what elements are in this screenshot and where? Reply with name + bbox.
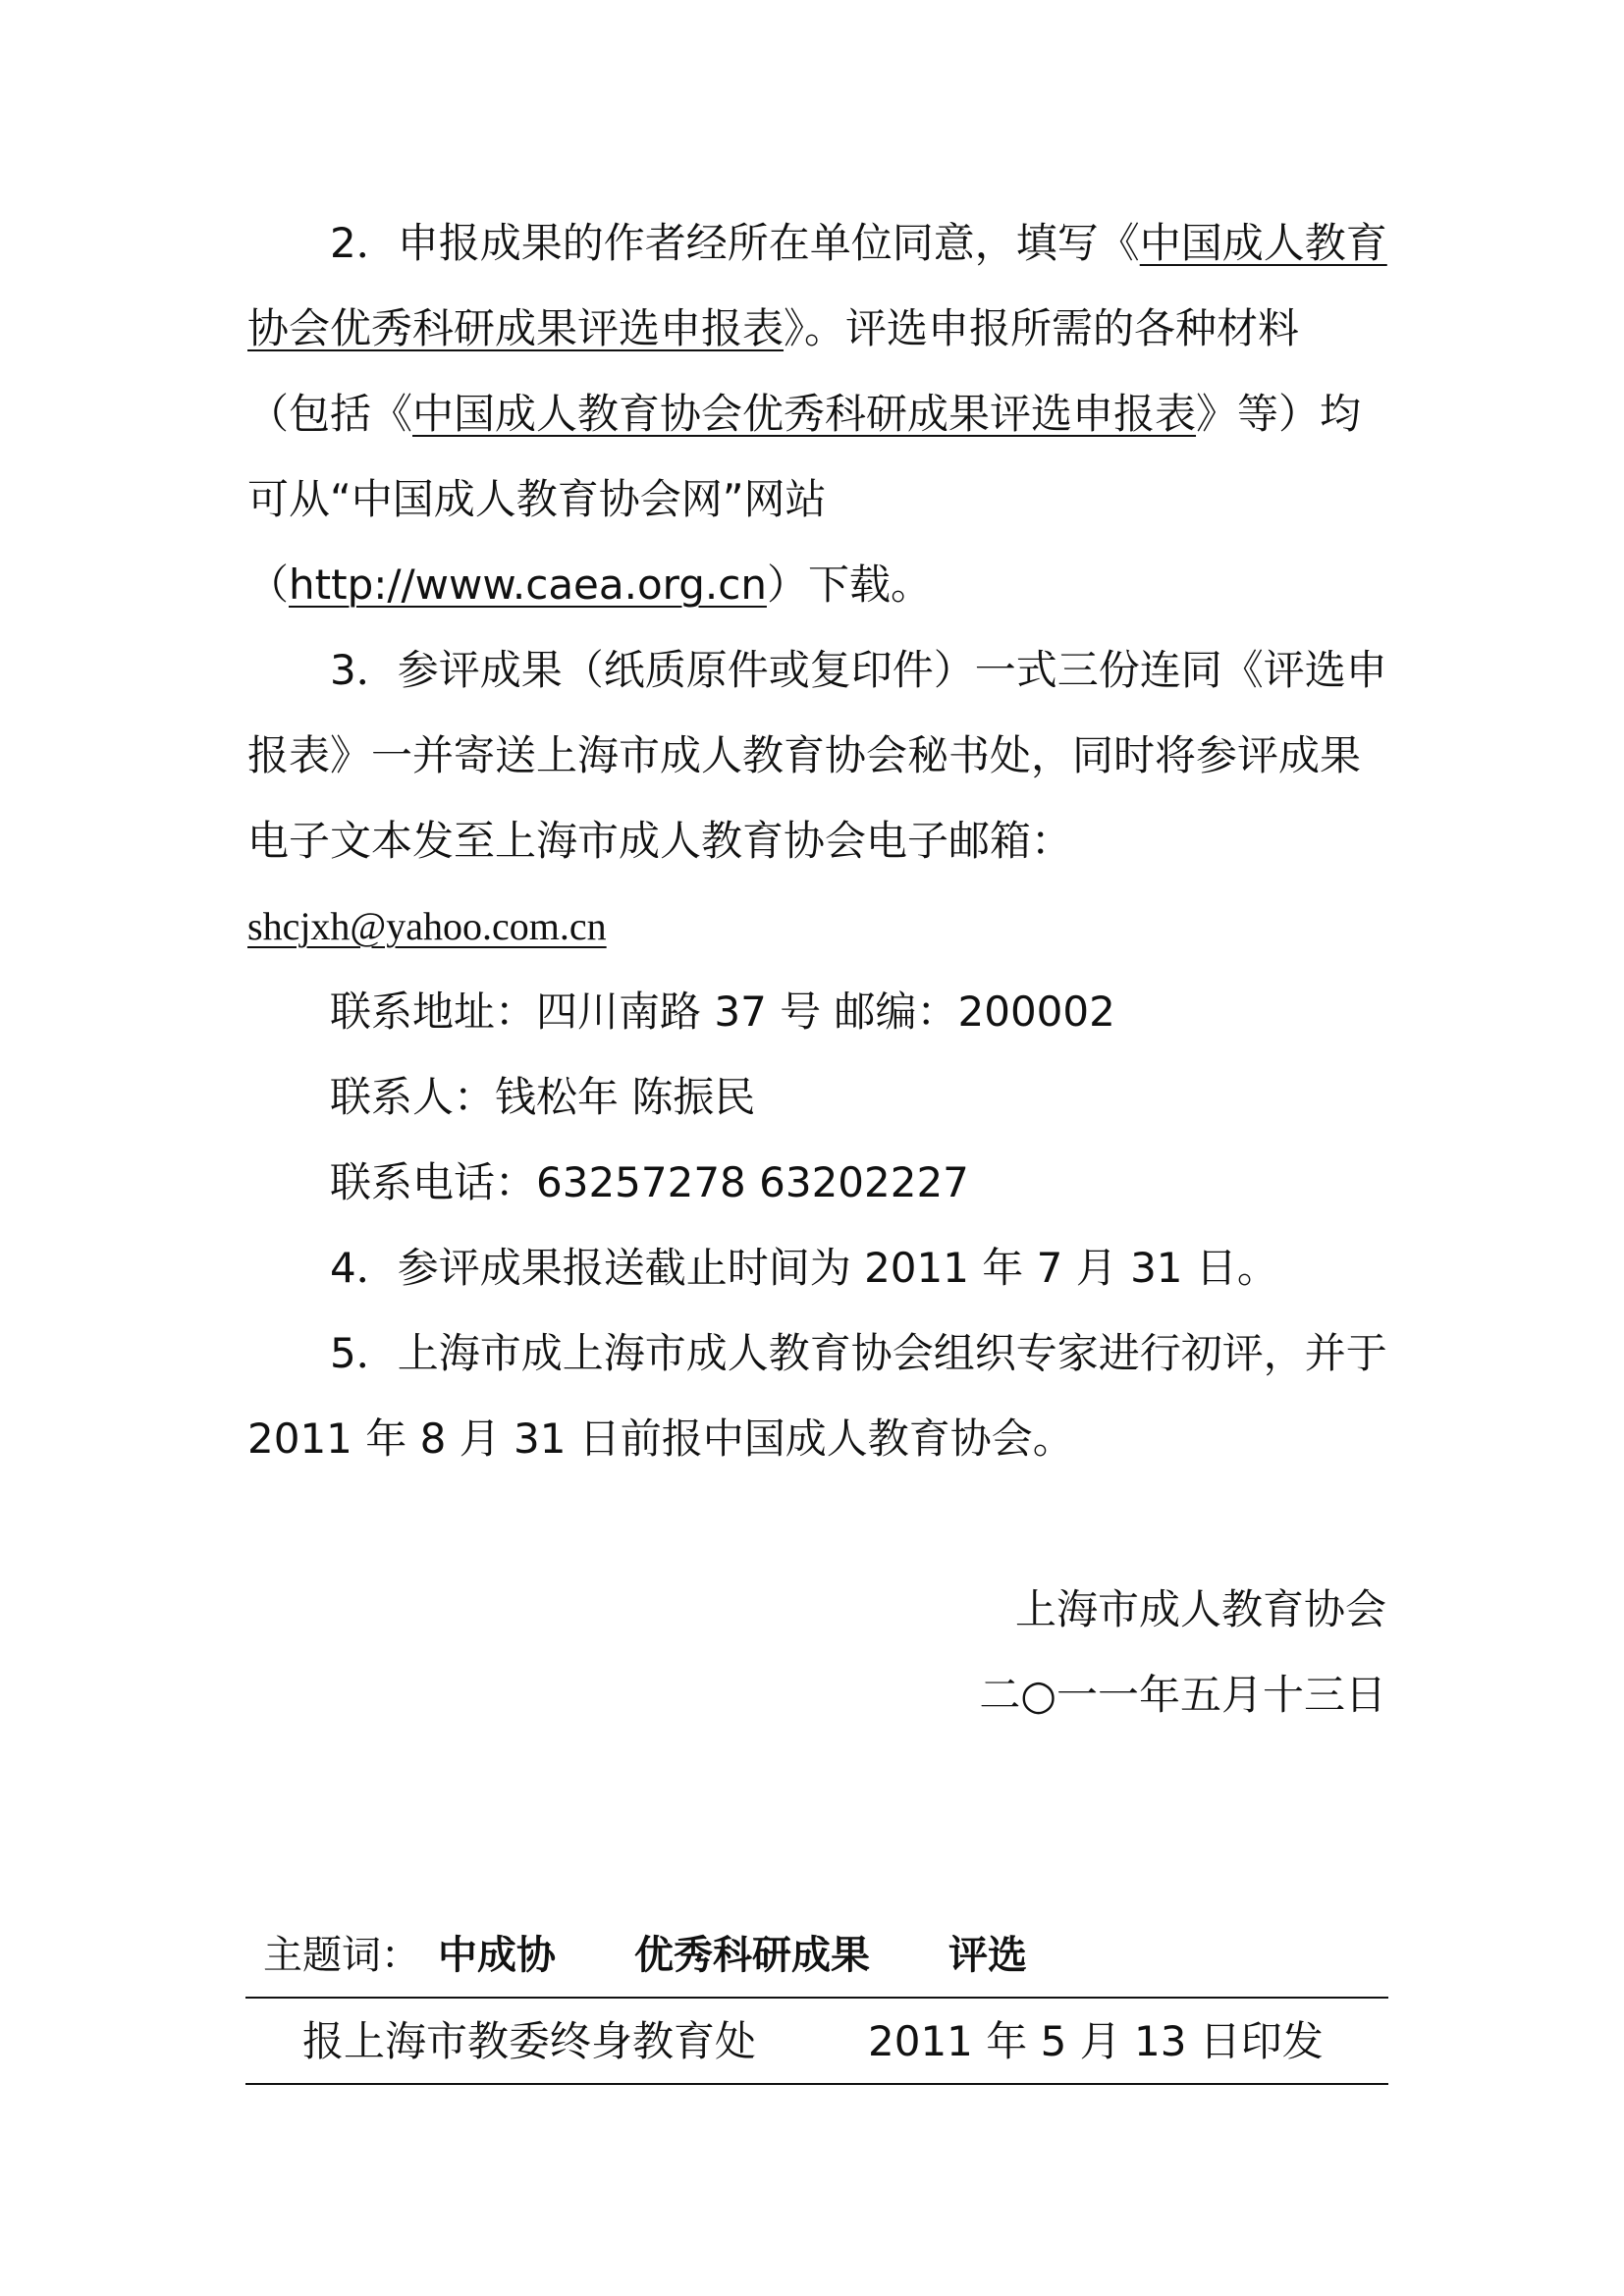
website-link[interactable]: http://www.caea.org.cn [289, 561, 767, 609]
item2-line5 [247, 556, 1386, 614]
footer-print-date: 2011 年 5 月 13 日印发 [868, 2017, 1324, 2065]
item2-text: 》。评选申报所需的各种材料 [784, 304, 1300, 352]
item2-text: 》等）均 [1196, 390, 1362, 438]
email-link[interactable]: shcjxh@yahoo.com.cn [247, 904, 607, 948]
keyword: 优秀科研成果 [634, 1933, 870, 1978]
email-line [247, 897, 1386, 956]
form-title-link: 中国成人教育 [1139, 219, 1387, 267]
item2-text: ）下载。 [766, 561, 932, 609]
signature-date: 二○一一年五月十三日 [979, 1671, 1386, 1719]
item3-line2: 报表》一并寄送上海市成人教育协会秘书处，同时将参评成果 [247, 731, 1362, 779]
item2-line4: 可从“中国成人教育协会网”网站 [247, 475, 827, 523]
subject-keywords [263, 1926, 1027, 1985]
item2-text: 2．申报成果的作者经所在单位同意，填写《 [330, 219, 1140, 267]
item2-line1 [330, 214, 1469, 273]
item2-line3 [247, 385, 1386, 444]
divider-top [245, 1997, 1388, 1999]
item5-line2: 2011 年 8 月 31 日前报中国成人教育协会。 [247, 1415, 1074, 1463]
signature-org: 上海市成人教育协会 [1014, 1585, 1386, 1633]
contact-address: 联系地址：四川南路 37 号 邮编：200002 [330, 988, 1115, 1036]
footer-recipient: 报上海市教委终身教育处 [302, 2017, 757, 2065]
keywords-label: 主题词： [263, 1933, 420, 1978]
item3-line3: 电子文本发至上海市成人教育协会电子邮箱： [247, 817, 1073, 865]
form-title-link: 中国成人教育协会优秀科研成果评选申报表 [412, 390, 1197, 438]
item4-line: 4．参评成果报送截止时间为 2011 年 7 月 31 日。 [330, 1244, 1278, 1292]
form-title-link: 协会优秀科研成果评选申报表 [247, 304, 785, 352]
keyword: 评选 [948, 1933, 1027, 1978]
keyword: 中成协 [438, 1933, 556, 1978]
divider-bottom [245, 2083, 1388, 2085]
contact-person: 联系人：钱松年 陈振民 [330, 1073, 756, 1121]
item2-text: （包括《 [247, 390, 413, 438]
contact-phone: 联系电话：63257278 63202227 [330, 1158, 969, 1206]
item3-line1: 3．参评成果（纸质原件或复印件）一式三份连同《评选申 [330, 646, 1387, 694]
item2-text: （ [247, 561, 290, 609]
item2-line2 [247, 299, 1386, 358]
item5-line1: 5．上海市成上海市成人教育协会组织专家进行初评，并于 [330, 1329, 1387, 1377]
